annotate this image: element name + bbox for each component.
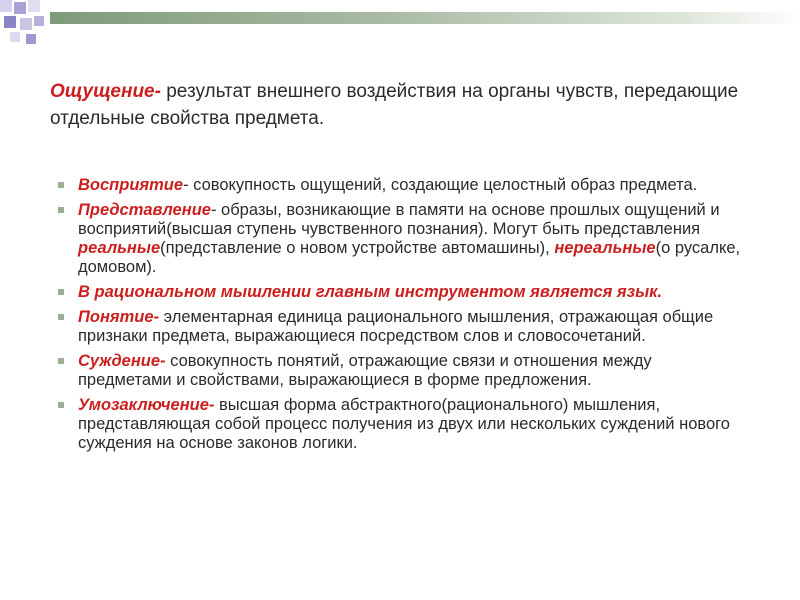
decor-gradient-bar: [50, 12, 800, 24]
bullet-icon: [58, 358, 64, 364]
item-text: (представление о новом устройстве автомашины),: [160, 239, 555, 257]
item-text: высшая форма абстрактного(рационального) мышления, представляющая собой процесс получения из двух или нескольких суждений нового суждения на основе законов логики.: [78, 396, 730, 452]
decor-square: [20, 18, 32, 30]
item-text: элементарная единица рационального мышления, отражающая общие признаки предмета, выражающиеся посредством слов и словосочетаний.: [78, 308, 714, 345]
item-text: (о русалке, домовом).: [78, 239, 741, 276]
item-term: Представление: [78, 201, 211, 219]
decor-square: [34, 16, 44, 26]
bullet-icon: [58, 207, 64, 213]
decor-square: [0, 0, 12, 12]
list-item: [58, 176, 748, 195]
bullet-icon: [58, 289, 64, 295]
decorative-header: [0, 0, 800, 50]
decor-square: [26, 34, 36, 44]
list-item: [58, 308, 748, 346]
decor-square: [14, 2, 26, 14]
item-term: Восприятие: [78, 176, 184, 194]
item-term-real: реальные: [78, 239, 161, 257]
bullet-icon: [58, 402, 64, 408]
intro-text: результат внешнего воздействия на органы чувств, передающие отдельные свойства предмета.: [50, 81, 739, 129]
decor-square: [10, 32, 20, 42]
list-item: [58, 283, 748, 302]
intro-paragraph: [50, 78, 750, 132]
list-item: [58, 352, 748, 390]
bullet-icon: [58, 314, 64, 320]
list-item: [58, 201, 748, 277]
intro-term: Ощущение-: [50, 81, 161, 102]
item-statement: В рациональном мышлении главным инструментом является язык.: [78, 283, 663, 301]
item-term-unreal: нереальные: [554, 239, 656, 257]
decor-square: [28, 0, 40, 12]
item-text: совокупность понятий, отражающие связи и отношения между предметами и свойствами, выражающиеся в форме предложения.: [78, 352, 652, 389]
item-term: Понятие-: [78, 308, 160, 326]
definitions-list: [58, 176, 748, 459]
decor-square: [4, 16, 16, 28]
bullet-icon: [58, 182, 64, 188]
item-text: - совокупность ощущений, создающие целостный образ предмета.: [183, 176, 698, 194]
item-term: Умозаключение-: [78, 396, 215, 414]
item-term: Суждение-: [78, 352, 166, 370]
item-text: - образы, возникающие в памяти на основе прошлых ощущений и восприятий(высшая ступень чувственного познания). Могут быть представления: [78, 201, 720, 238]
list-item: [58, 396, 748, 453]
